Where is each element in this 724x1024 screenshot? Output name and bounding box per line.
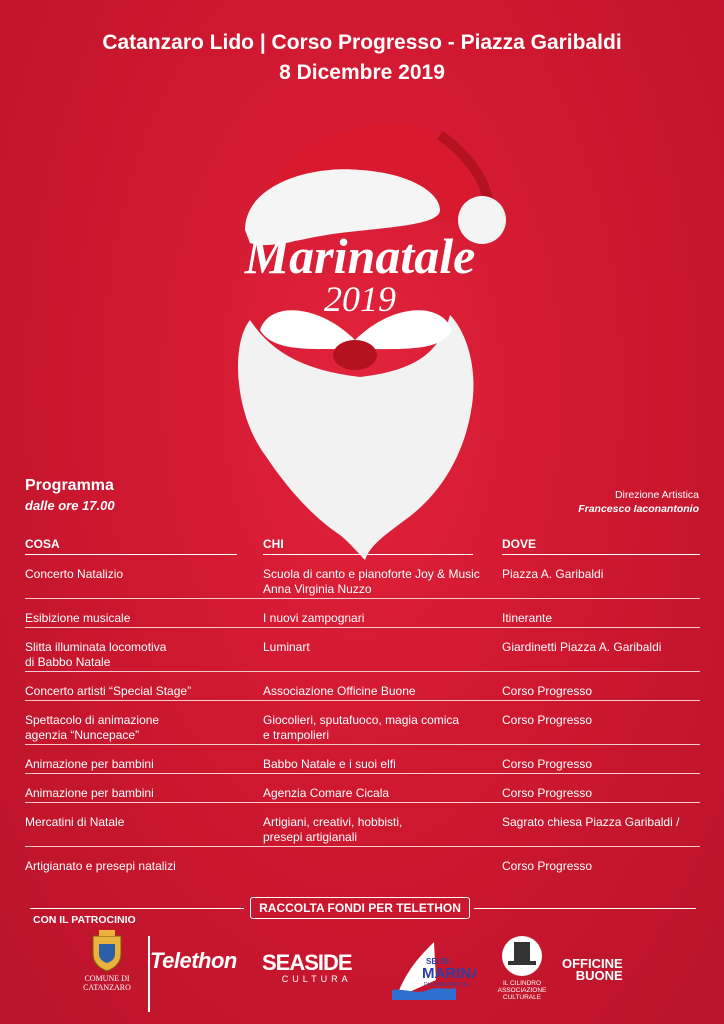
cilindro-sub: ASSOCIAZIONE CULTURALE xyxy=(497,987,547,1001)
marina-bottom: DI CATANZARO SE... xyxy=(424,982,473,988)
event-location: Catanzaro Lido | Corso Progresso - Piazza Garibaldi xyxy=(102,31,622,54)
table-row xyxy=(25,847,700,876)
table-row xyxy=(25,555,700,599)
cell-dove: Corso Progresso xyxy=(502,757,593,771)
program-table xyxy=(25,537,700,876)
cell-cosa: Artigianato e presepi natalizi xyxy=(25,859,176,873)
cell-dove: Corso Progresso xyxy=(502,859,593,873)
table-row xyxy=(25,672,700,701)
officine-line2: BUONE xyxy=(575,968,623,983)
officine-buone-logo xyxy=(562,958,623,982)
direzione-label: Direzione Artistica xyxy=(614,489,699,501)
telethon-logo: Telethon xyxy=(150,948,237,973)
comune-logo xyxy=(72,928,142,992)
table-row xyxy=(25,803,700,847)
cell-dove: Sagrato chiesa Piazza Garibaldi / xyxy=(502,815,680,829)
cell-chi: Giocolieri, sputafuoco, magia comica e trampolieri xyxy=(263,713,460,742)
footer-divider xyxy=(30,908,244,909)
cell-chi: I nuovi zampognari xyxy=(263,611,365,625)
table-row xyxy=(25,599,700,628)
header-cosa: COSA xyxy=(25,537,60,551)
seaside-name: SEASIDE xyxy=(262,950,352,975)
event-year: 2019 xyxy=(324,279,396,319)
table-row xyxy=(25,628,700,672)
top-hat-icon xyxy=(502,934,542,978)
cell-cosa: Concerto Natalizio xyxy=(25,567,124,581)
table-row xyxy=(25,774,700,803)
cell-dove: Corso Progresso xyxy=(502,713,593,727)
cell-dove: Corso Progresso xyxy=(502,684,593,698)
direzione-name: Francesco Iaconantonio xyxy=(578,503,699,515)
programma-block xyxy=(25,477,115,513)
event-title: Marinatale xyxy=(244,228,476,284)
seaside-logo xyxy=(262,950,352,984)
cell-dove: Piazza A. Garibaldi xyxy=(502,567,604,581)
cell-chi: Babbo Natale e i suoi elfi xyxy=(263,757,396,771)
comune-line2: CATANZARO xyxy=(83,983,131,992)
cell-cosa: Mercatini di Natale xyxy=(25,815,125,829)
cell-dove: Itinerante xyxy=(502,611,553,625)
officine-line1: OFFICINE xyxy=(562,956,623,971)
cilindro-logo xyxy=(494,934,550,1001)
cell-cosa: Concerto artisti “Special Stage” xyxy=(25,684,192,698)
poster-header xyxy=(0,28,724,88)
cell-cosa: Spettacolo di animazione agenzia “Nuncepace” xyxy=(25,713,160,742)
table-header xyxy=(25,537,700,555)
cell-cosa: Animazione per bambini xyxy=(25,786,154,800)
programma-title: Programma xyxy=(25,477,114,494)
programma-time: dalle ore 17.00 xyxy=(25,498,115,513)
header-dove: DOVE xyxy=(502,537,537,551)
cell-chi: Agenzia Comare Cicala xyxy=(263,786,390,800)
santa-mouth xyxy=(333,340,377,370)
santa-illustration xyxy=(190,115,530,560)
table-body xyxy=(25,555,700,876)
cell-chi: Scuola di canto e pianoforte Joy & Music Anna Virginia Nuzzo xyxy=(263,567,480,596)
santa-graphic xyxy=(190,115,530,560)
table-row xyxy=(25,701,700,745)
cilindro-name: IL CILINDRO xyxy=(502,980,542,987)
marina-main: MARINA xyxy=(422,965,476,982)
table-row xyxy=(25,745,700,774)
marina-logo xyxy=(386,940,476,1002)
cell-chi: Associazione Officine Buone xyxy=(263,684,416,698)
direzione-block xyxy=(578,488,699,516)
patronage-label: CON IL PATROCINIO xyxy=(33,914,136,926)
cell-cosa: Slitta illuminata locomotiva di Babbo Natale xyxy=(25,640,167,669)
comune-line1: COMUNE DI xyxy=(84,974,130,983)
footer-divider xyxy=(474,908,696,909)
header-chi: CHI xyxy=(263,537,284,551)
seaside-sub: CULTURA xyxy=(281,974,352,984)
marina-top: SEI DI xyxy=(426,957,450,966)
cell-dove: Corso Progresso xyxy=(502,786,593,800)
fundraising-banner: RACCOLTA FONDI PER TELETHON xyxy=(250,897,470,919)
coat-of-arms-icon xyxy=(87,928,127,972)
cell-chi: Luminart xyxy=(263,640,310,654)
event-date: 8 Dicembre 2019 xyxy=(279,61,445,84)
cell-cosa: Animazione per bambini xyxy=(25,757,154,771)
cell-chi: Artigiani, creativi, hobbisti, presepi artigianali xyxy=(263,815,403,844)
cell-cosa: Esibizione musicale xyxy=(25,611,131,625)
cell-dove: Giardinetti Piazza A. Garibaldi xyxy=(502,640,662,654)
